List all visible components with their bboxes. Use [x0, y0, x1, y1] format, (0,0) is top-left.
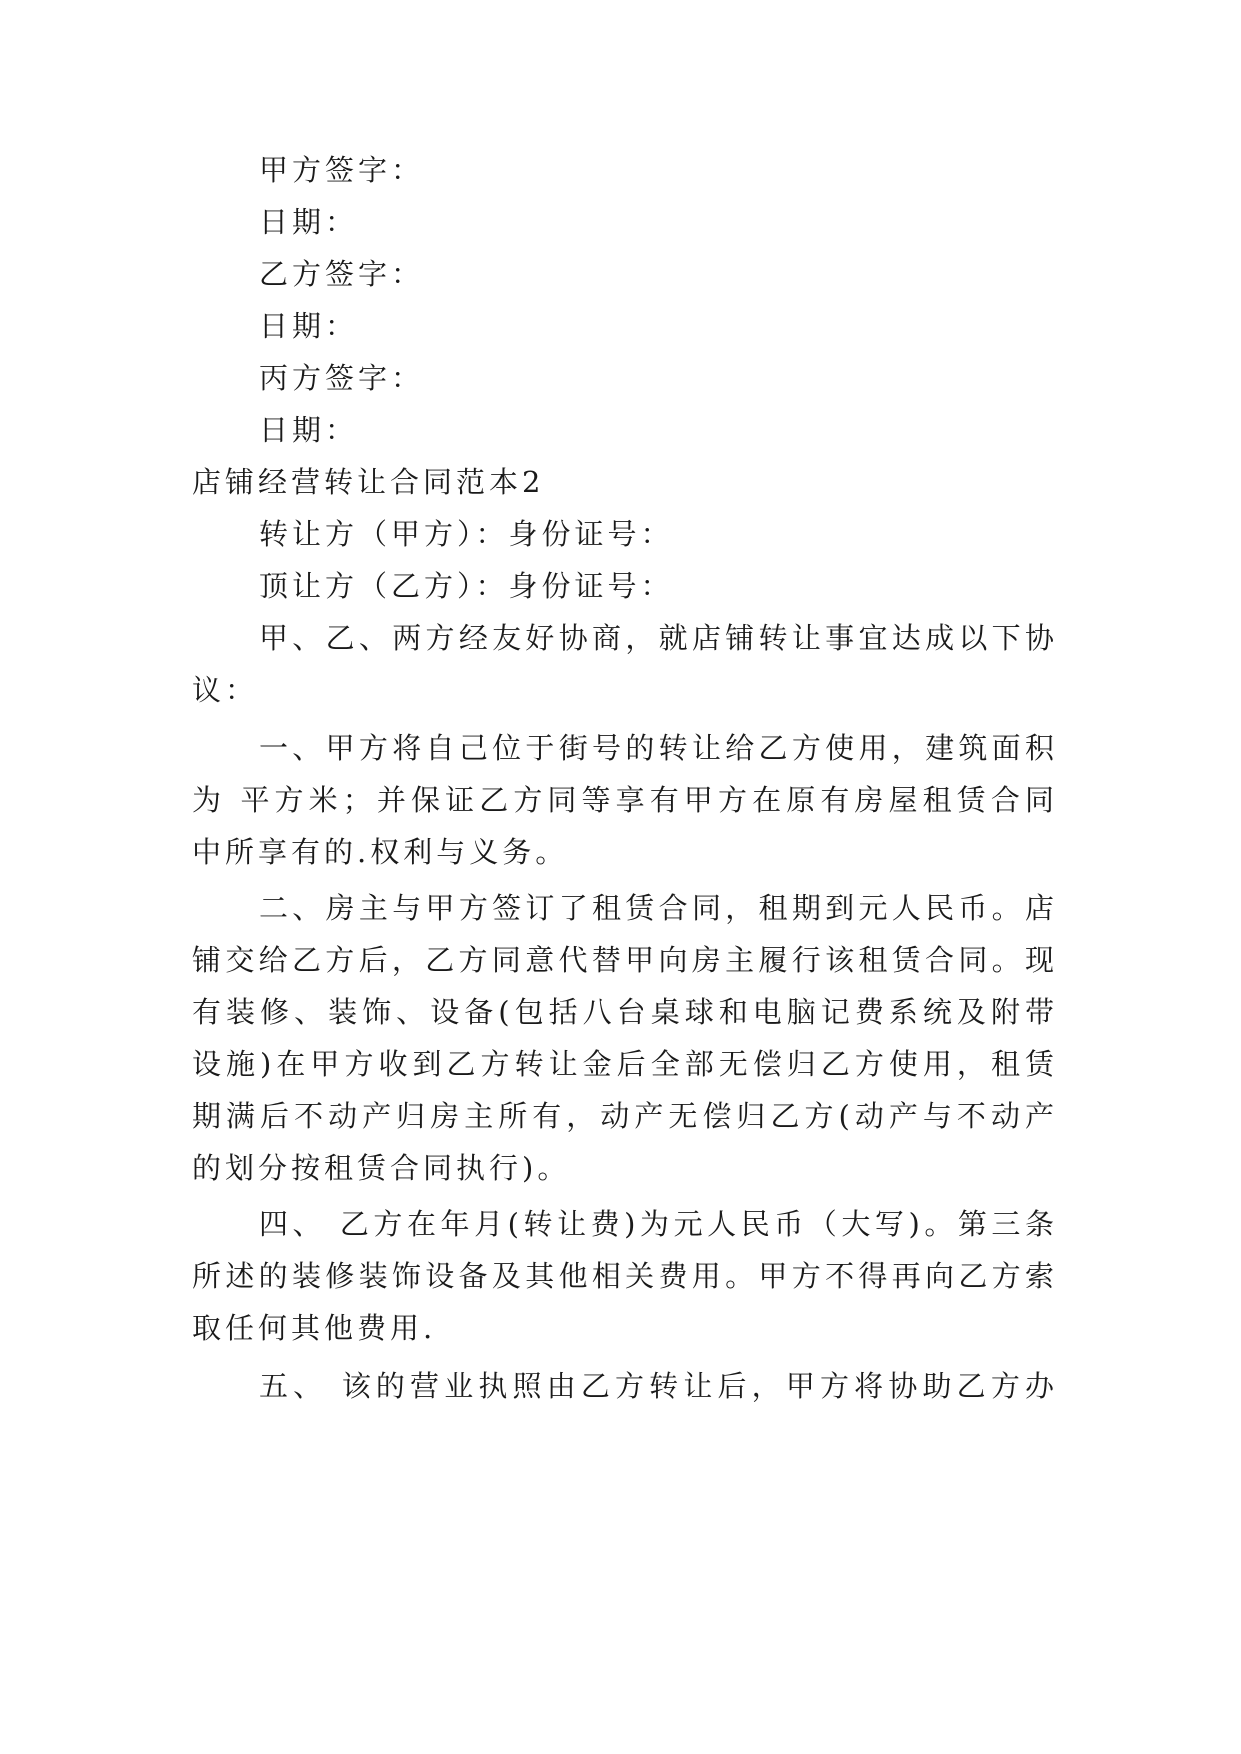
transferee-line: 顶让方（乙方）：身份证号： [259, 569, 674, 603]
intro-paragraph-line: 甲、乙、两方经友好协商，就店铺转让事宜达成以下协 [259, 621, 1054, 655]
clause-5-line: 五、 该的营业执照由乙方转让后，甲方将协助乙方办 [259, 1369, 1054, 1403]
clause-2-line: 的划分按租赁合同执行)。 [192, 1151, 571, 1185]
date-label: 日期： [259, 205, 359, 239]
clause-2-line: 期满后不动产归房主所有，动产无偿归乙方(动产与不动产 [192, 1099, 1054, 1133]
party-c-signature-label: 丙方签字： [259, 361, 425, 395]
party-a-signature-label: 甲方签字： [259, 153, 425, 187]
section-title: 店铺经营转让合同范本2 [192, 465, 545, 499]
intro-paragraph-line: 议： [192, 673, 259, 707]
clause-2-line: 铺交给乙方后，乙方同意代替甲向房主履行该租赁合同。现 [192, 943, 1054, 977]
clause-2-line: 有装修、装饰、设备(包括八台桌球和电脑记费系统及附带 [192, 995, 1054, 1029]
clause-1-line: 一、甲方将自己位于街号的转让给乙方使用，建筑面积 [259, 731, 1054, 765]
date-label: 日期： [259, 413, 359, 447]
clause-4-line: 取任何其他费用. [192, 1311, 437, 1345]
clause-4-line: 四、 乙方在年月(转让费)为元人民币（大写)。第三条 [259, 1207, 1054, 1241]
transferor-line: 转让方（甲方）：身份证号： [259, 517, 674, 551]
clause-1-line: 为 平方米；并保证乙方同等享有甲方在原有房屋租赁合同 [192, 783, 1054, 817]
party-b-signature-label: 乙方签字： [259, 257, 425, 291]
clause-2-line: 二、房主与甲方签订了租赁合同，租期到元人民币。店 [259, 891, 1054, 925]
date-label: 日期： [259, 309, 359, 343]
clause-2-line: 设施)在甲方收到乙方转让金后全部无偿归乙方使用，租赁 [192, 1047, 1054, 1081]
clause-1-line: 中所享有的.权利与义务。 [192, 835, 569, 869]
clause-4-line: 所述的装修装饰设备及其他相关费用。甲方不得再向乙方索 [192, 1259, 1054, 1293]
